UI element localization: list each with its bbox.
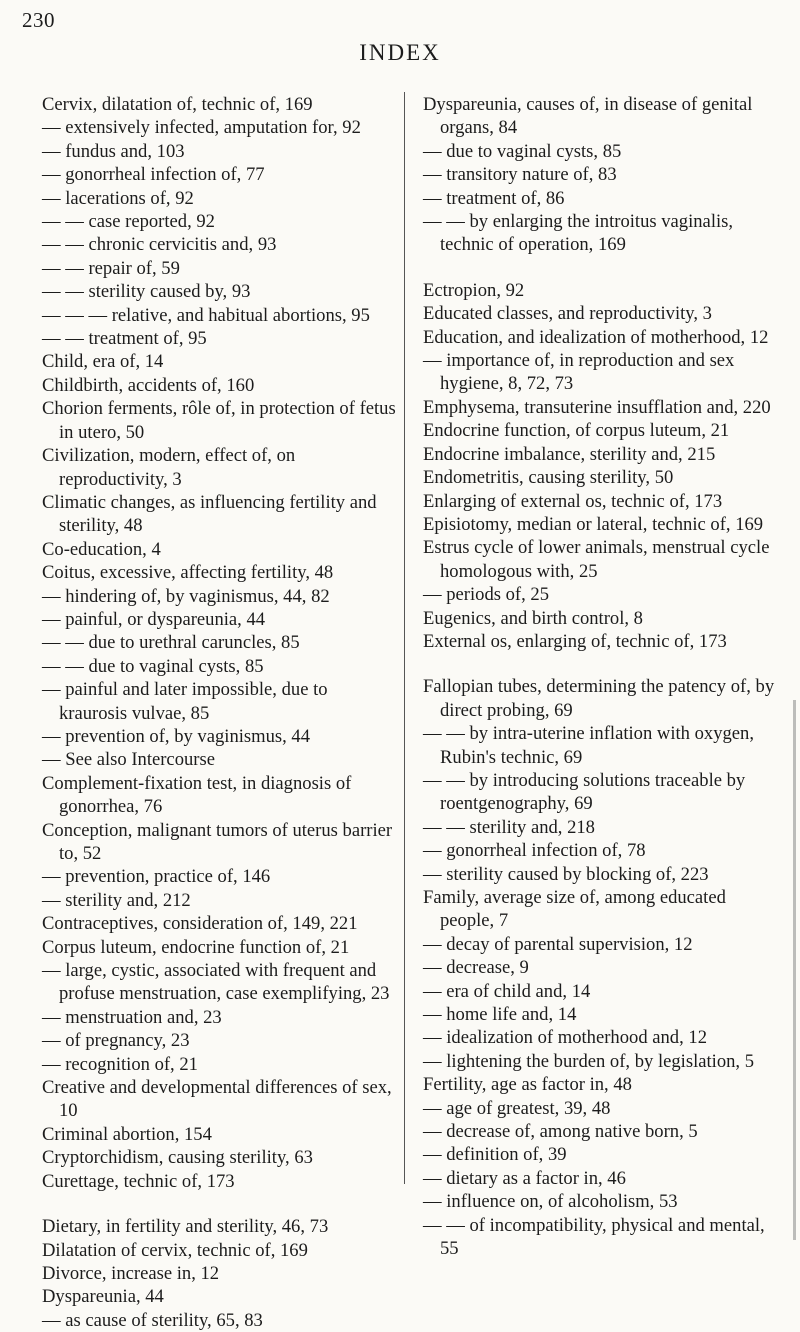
index-entry: — — by intra-uterine inflation with oxygen, Rubin's technic, 69	[423, 723, 755, 768]
index-entry: — prevention, practice of, 146	[42, 866, 271, 888]
index-entry: Estrus cycle of lower animals, menstrual cycle homologous with, 25	[423, 537, 770, 582]
index-entry: — extensively infected, amputation for, 92	[42, 117, 361, 139]
index-entry: — — repair of, 59	[42, 257, 180, 279]
index-entry: Childbirth, accidents of, 160	[42, 374, 255, 396]
index-entry: — gonorrheal infection of, 78	[423, 840, 646, 862]
index-entry: — — due to urethral caruncles, 85	[42, 632, 300, 654]
index-entry: Endometritis, causing sterility, 50	[423, 467, 674, 489]
index-entry: Chorion ferments, rôle of, in protection of fetus in utero, 50	[42, 398, 396, 443]
index-entry: — age of greatest, 39, 48	[423, 1097, 611, 1119]
index-entry: Emphysema, transuterine insufflation and, 220	[423, 396, 771, 418]
index-column-right	[423, 93, 783, 1261]
index-entry: — transitory nature of, 83	[423, 164, 617, 186]
index-entry: — gonorrheal infection of, 77	[42, 164, 265, 186]
index-entry: — decrease of, among native born, 5	[423, 1121, 698, 1143]
index-entry: — sterility and, 212	[42, 889, 191, 911]
index-entry: Corpus luteum, endocrine function of, 21	[42, 936, 350, 958]
index-entry: — — by enlarging the introitus vaginalis, technic of operation, 169	[423, 211, 734, 256]
index-entry: Co-education, 4	[42, 538, 161, 560]
index-entry: — painful, or dyspareunia, 44	[42, 608, 266, 630]
index-entry: — hindering of, by vaginismus, 44, 82	[42, 585, 330, 607]
index-entry: — — due to vaginal cysts, 85	[42, 655, 264, 677]
index-entry: — menstruation and, 23	[42, 1006, 222, 1028]
index-entry: Climatic changes, as influencing fertility and sterility, 48	[42, 491, 377, 537]
index-entry: — lightening the burden of, by legislation, 5	[423, 1050, 755, 1072]
index-entry: Dilatation of cervix, technic of, 169	[42, 1239, 308, 1261]
index-entry: Curettage, technic of, 173	[42, 1170, 235, 1192]
index-entry: — decrease, 9	[423, 957, 529, 979]
index-entry: — importance of, in reproduction and sex hygiene, 8, 72, 73	[423, 350, 735, 395]
page-number: 230	[22, 8, 55, 32]
index-entry: Cryptorchidism, causing sterility, 63	[42, 1147, 313, 1169]
index-entry: Divorce, increase in, 12	[42, 1262, 220, 1284]
index-entry: Fertility, age as factor in, 48	[423, 1074, 632, 1096]
index-entry: — — of incompatibility, physical and mental, 55	[423, 1214, 765, 1260]
page-edge-shadow	[793, 700, 796, 1240]
index-entry: Civilization, modern, effect of, on reproductivity, 3	[42, 445, 296, 490]
index-entry: — lacerations of, 92	[42, 187, 194, 209]
running-head: INDEX	[359, 40, 441, 65]
index-entry: — as cause of sterility, 65, 83	[42, 1309, 263, 1331]
index-entry: Ectropion, 92	[423, 279, 525, 301]
index-entry: — dietary as a factor in, 46	[423, 1167, 626, 1189]
index-entry: Episiotomy, median or lateral, technic of, 169	[423, 513, 764, 535]
index-entry: — recognition of, 21	[42, 1053, 198, 1075]
section-gap	[423, 653, 783, 675]
column-divider	[404, 92, 405, 1184]
index-entry: Endocrine imbalance, sterility and, 215	[423, 443, 716, 465]
index-entry: Conception, malignant tumors of uterus barrier to, 52	[42, 819, 393, 864]
index-entry: Dietary, in fertility and sterility, 46, 73	[42, 1216, 329, 1238]
index-entry: Enlarging of external os, technic of, 173	[423, 490, 723, 512]
index-entry: — treatment of, 86	[423, 187, 565, 209]
index-entry: Criminal abortion, 154	[42, 1123, 212, 1145]
index-entry: — — treatment of, 95	[42, 328, 207, 350]
index-entry: — definition of, 39	[423, 1144, 567, 1166]
index-entry: Dyspareunia, causes of, in disease of genital organs, 84	[423, 94, 753, 139]
index-entry: — influence on, of alcoholism, 53	[423, 1191, 678, 1213]
section-gap	[423, 257, 783, 279]
index-entry: — — sterility and, 218	[423, 816, 595, 838]
index-entry: Education, and idealization of motherhood, 12	[423, 326, 769, 348]
index-entry: — large, cystic, associated with frequent and profuse menstruation, case exemplifying, 23	[42, 960, 390, 1005]
index-entry: Family, average size of, among educated people, 7	[423, 887, 726, 932]
index-entry: — See also Intercourse	[42, 749, 215, 771]
index-entry: — painful and later impossible, due to kraurosis vulvae, 85	[42, 679, 328, 724]
index-entry: — idealization of motherhood and, 12	[423, 1027, 707, 1049]
index-entry: Fallopian tubes, determining the patency of, by direct probing, 69	[423, 676, 775, 721]
index-entry: — — — relative, and habitual abortions, 95	[42, 304, 370, 326]
index-entry: — due to vaginal cysts, 85	[423, 140, 622, 162]
index-entry: — — chronic cervicitis and, 93	[42, 234, 277, 256]
index-entry: Contraceptives, consideration of, 149, 221	[42, 913, 358, 935]
index-entry: Eugenics, and birth control, 8	[423, 607, 643, 629]
index-entry: — decay of parental supervision, 12	[423, 933, 693, 955]
index-entry: External os, enlarging of, technic of, 173	[423, 630, 727, 652]
index-column-left	[42, 93, 400, 1332]
index-entry: Cervix, dilatation of, technic of, 169	[42, 94, 313, 115]
index-entry: — era of child and, 14	[423, 980, 591, 1002]
index-entry: — — case reported, 92	[42, 211, 215, 233]
index-entry: Complement-fixation test, in diagnosis of gonorrhea, 76	[42, 772, 352, 818]
index-entry: Child, era of, 14	[42, 351, 164, 373]
index-entry: Coitus, excessive, affecting fertility, 48	[42, 562, 334, 584]
index-entry: — periods of, 25	[423, 584, 550, 606]
index-entry: — prevention of, by vaginismus, 44	[42, 725, 311, 747]
index-entry: — home life and, 14	[423, 1004, 577, 1026]
index-entry: Dyspareunia, 44	[42, 1286, 164, 1308]
index-entry: — — sterility caused by, 93	[42, 281, 251, 303]
index-entry: — fundus and, 103	[42, 140, 185, 162]
index-entry: Creative and developmental differences of sex, 10	[42, 1077, 392, 1122]
section-gap	[42, 1193, 400, 1215]
index-entry: — — by introducing solutions traceable by roentgenography, 69	[423, 769, 746, 815]
index-entry: Educated classes, and reproductivity, 3	[423, 303, 712, 325]
index-entry: — sterility caused by blocking of, 223	[423, 863, 709, 885]
index-entry: — of pregnancy, 23	[42, 1030, 190, 1052]
index-entry: Endocrine function, of corpus luteum, 21	[423, 420, 730, 442]
